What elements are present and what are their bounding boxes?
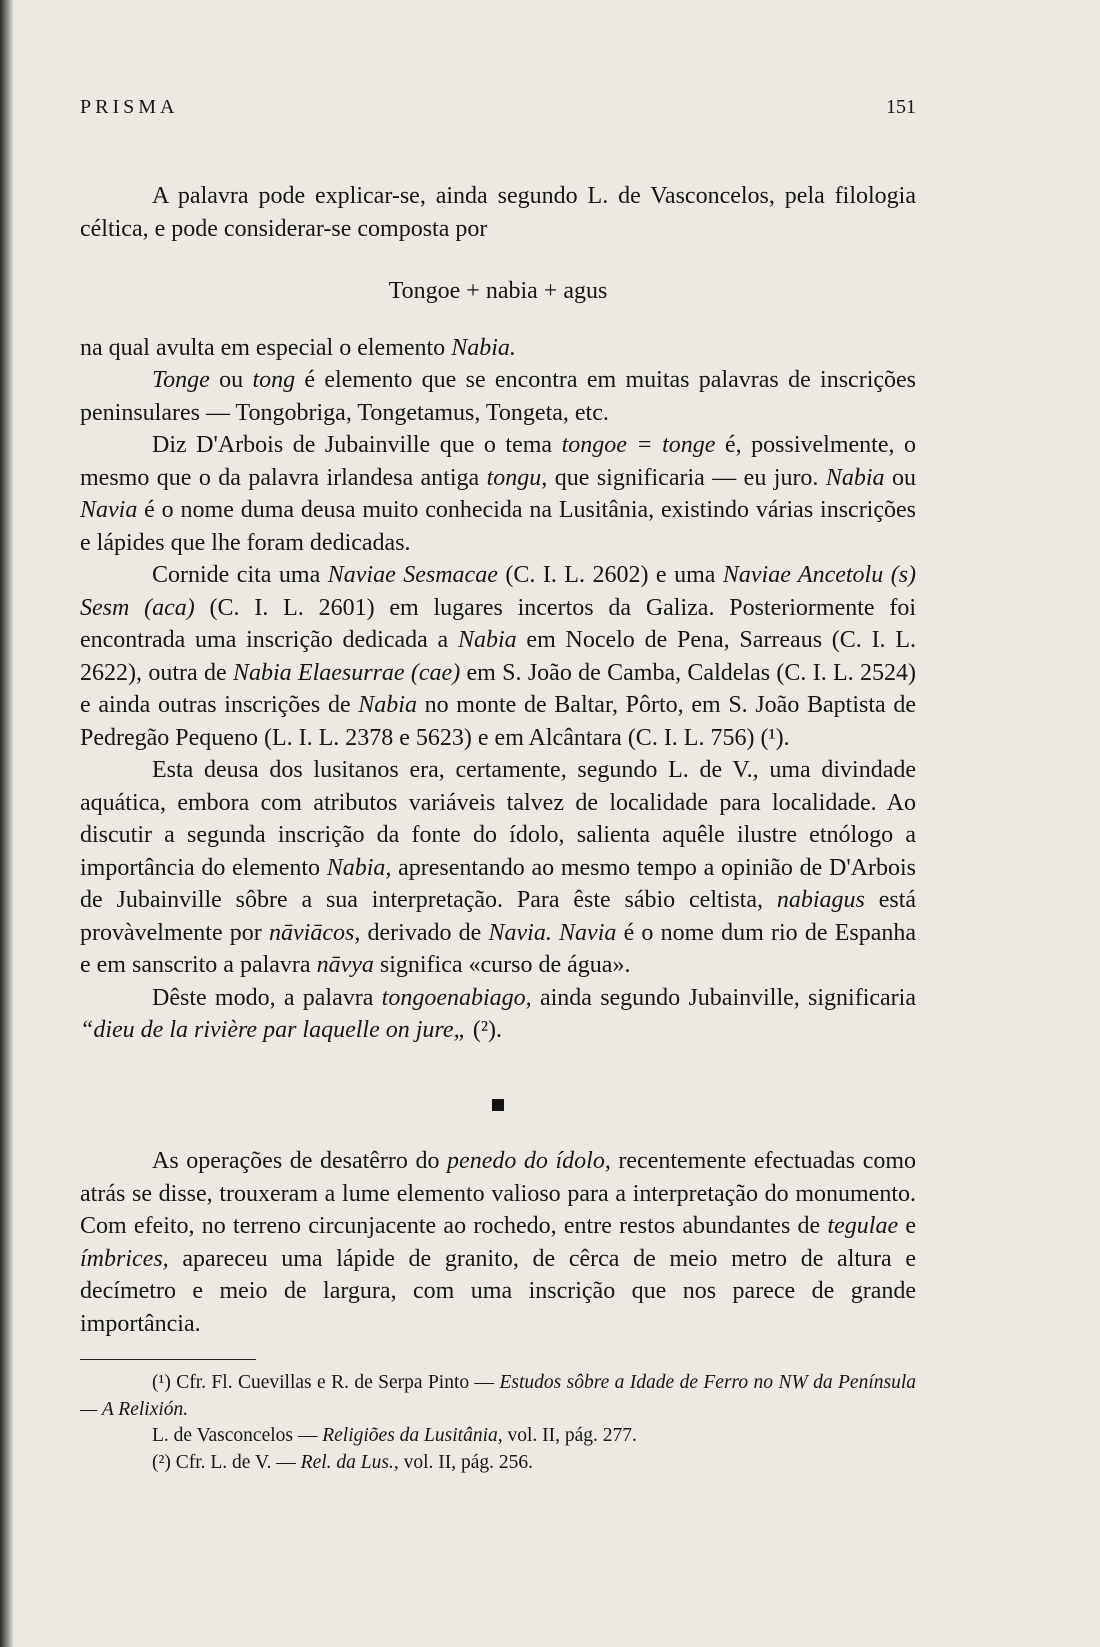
- italic-text-run: Estudos sôbre a Idade de Ferro no NW da Península — A Relixión.: [80, 1372, 916, 1420]
- text-run: Dêste modo, a palavra: [152, 984, 382, 1011]
- italic-text-run: nāvya: [316, 952, 374, 978]
- text-run: (¹) Cfr. Fl. Cuevillas e R. de Serpa Pinto —: [152, 1372, 500, 1393]
- page-header: [80, 96, 916, 126]
- italic-text-run: Naviae Sesmacae: [327, 562, 498, 588]
- italic-text-run: penedo do ídolo,: [447, 1148, 611, 1174]
- italic-text-run: Nabia: [457, 627, 517, 653]
- text-run: é elemento que se encontra em muitas palavras de inscrições peninsulares — Tongobriga, Tongetamus, Tongeta, etc.: [80, 367, 917, 426]
- text-run: ou: [209, 367, 253, 393]
- text-run: é o nome duma deusa muito conhecida na Lusitânia, existindo várias inscrições e lápides que lhe foram dedicadas.: [80, 497, 916, 556]
- text-run: (C. I. L. 2601) em lugares incertos da Galiza. Posteriormente foi encontrada uma inscrição dedicada a: [80, 594, 916, 653]
- italic-text-run: Navia: [80, 497, 138, 523]
- paragraph: [80, 754, 916, 982]
- text-run: recentemente efectuadas como atrás se disse, trouxeram a lume elemento valioso para a interpretação do monumento. Com efeito, no terreno circunjacente ao rochedo, entre restos abundantes de: [80, 1148, 917, 1239]
- running-head: PRISMA: [80, 96, 179, 118]
- body-text-section-1: [80, 180, 916, 1047]
- paragraph: [80, 180, 916, 245]
- paragraph: [80, 559, 916, 754]
- italic-text-run: tong: [252, 367, 296, 393]
- footnote: [80, 1450, 916, 1477]
- body-text-section-2: [80, 1145, 916, 1340]
- text-run: derivado de: [360, 919, 489, 946]
- text-run: é, possivelmente, o mesmo que o da palavra irlandesa antiga: [80, 432, 916, 491]
- italic-text-run: Navia. Navia: [488, 919, 617, 946]
- text-run: (C. I. L. 2602) e uma: [497, 562, 723, 588]
- paragraph: [80, 1145, 916, 1340]
- text-run: vol. II, pág. 277.: [502, 1425, 637, 1446]
- text-run: ou: [884, 464, 917, 491]
- italic-text-run: Nabia Elaesurrae (cae): [232, 659, 461, 686]
- italic-text-run: tegulae: [827, 1213, 899, 1239]
- paragraph: [80, 364, 916, 429]
- italic-text-run: nāviācos,: [269, 919, 361, 946]
- text-run: As operações de desatêrro do: [152, 1148, 448, 1174]
- text-run: no monte de Baltar, Pôrto, em S. João Baptista de Pedregão Pequeno (L. I. L. 2378 e 5623) e em Alcântara (C. I. L. 756) (¹).: [80, 692, 916, 751]
- section-separator: [492, 1099, 504, 1111]
- page-number: 151: [886, 96, 916, 118]
- footnote: [80, 1370, 916, 1423]
- text-run: apresentando ao mesmo tempo a opinião de D'Arbois de Jubainville sôbre a sua interpretação. Para êste sábio celtista,: [80, 854, 916, 913]
- footnotes: [80, 1370, 916, 1476]
- italic-text-run: Nabia.: [451, 334, 516, 361]
- text-run: (²).: [466, 1017, 503, 1043]
- text-run: está provàvelmente por: [80, 887, 917, 946]
- text-run: vol. II, pág. 256.: [398, 1451, 534, 1473]
- text-run: Esta deusa dos lusitanos era, certamente, segundo L. de V., uma divindade aquática, embora com atributos variáveis talvez de localidade para localidade. Ao discutir a segunda inscrição da fonte do ídolo, salienta aquêle ilustre etnólogo a importância do elemento: [80, 757, 916, 881]
- book-spine-shadow: [0, 0, 14, 1647]
- italic-text-run: Tonge: [152, 367, 210, 393]
- text-run: ainda segundo Jubainville, significaria: [531, 984, 916, 1011]
- text-run: na qual avulta em especial o elemento: [80, 334, 452, 361]
- paragraph: [80, 429, 916, 559]
- text-run: e: [898, 1213, 916, 1239]
- text-run: (²) Cfr. L. de V. —: [152, 1451, 301, 1473]
- text-run: significa «curso de água».: [373, 952, 631, 978]
- text-run: que significaria — eu juro.: [547, 464, 826, 491]
- italic-text-run: Nabia: [825, 464, 885, 491]
- italic-text-run: Religiões da Lusitânia,: [322, 1425, 503, 1446]
- text-run: A palavra pode explicar-se, ainda segundo L. de Vasconcelos, pela filologia céltica, e pode considerar-se composta por: [80, 183, 916, 242]
- italic-text-run: tongu,: [486, 464, 548, 491]
- italic-text-run: ímbrices,: [80, 1245, 169, 1272]
- italic-text-run: Nabia,: [326, 854, 392, 881]
- paragraph: [80, 982, 916, 1047]
- italic-text-run: tongoenabiago,: [381, 984, 532, 1011]
- text-run: em Nocelo de Pena, Sarreaus (C. I. L. 2622), outra de: [80, 627, 916, 686]
- italic-text-run: “dieu de la rivière par laquelle on jure„: [80, 1017, 467, 1043]
- text-run: Diz D'Arbois de Jubainville que o tema: [152, 432, 562, 458]
- footnote: [80, 1423, 916, 1450]
- italic-text-run: nabiagus: [776, 887, 865, 913]
- footnote-rule: [80, 1359, 256, 1360]
- italic-text-run: Nabia: [358, 692, 417, 718]
- italic-text-run: Naviae Ancetolu (s) Sesm (aca): [80, 562, 917, 621]
- paragraph: [80, 332, 916, 365]
- text-run: em S. João de Camba, Caldelas (C. I. L. 2524) e ainda outras inscrições de: [80, 659, 917, 718]
- text-run: é o nome dum rio de Espanha e em sanscrito a palavra: [80, 919, 916, 978]
- italic-text-run: Rel. da Lus.,: [300, 1451, 399, 1473]
- etymology-formula: Tongoe + nabia + agus: [388, 278, 608, 304]
- text-run: L. de Vasconcelos —: [152, 1425, 323, 1446]
- text-run: Cornide cita uma: [152, 562, 328, 588]
- italic-text-run: tongoe = tonge: [561, 432, 716, 458]
- text-run: apareceu uma lápide de granito, de cêrca de meio metro de altura e decímetro e meio de largura, com uma inscrição que nos parece de grande importância.: [80, 1245, 916, 1337]
